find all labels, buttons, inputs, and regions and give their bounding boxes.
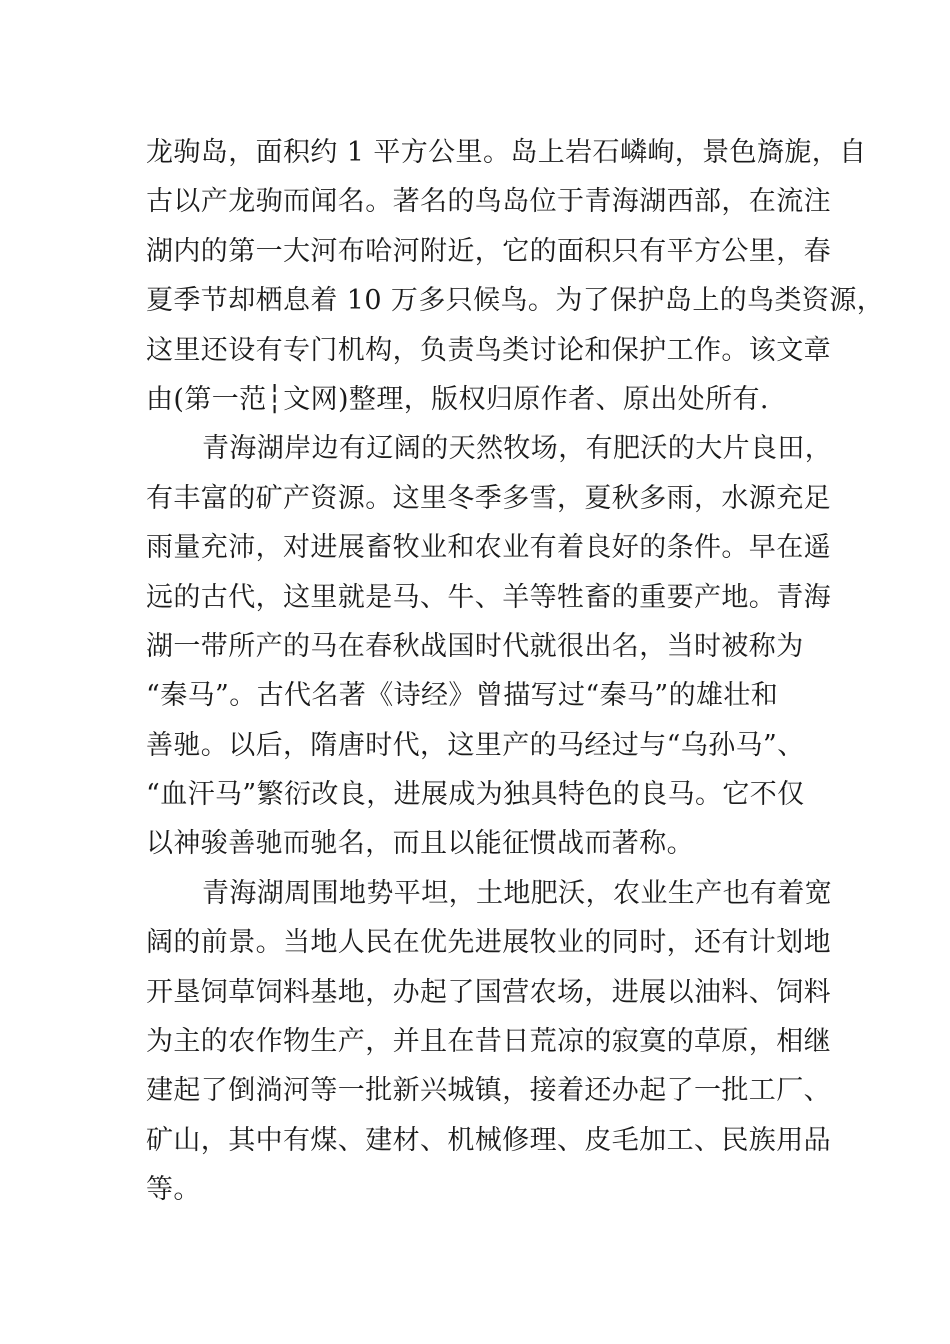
text-line: 由(第一范┆文网)整理，版权归原作者、原出处所有. [146,383,769,415]
body-text [146,128,885,1215]
text-line: 有丰富的矿产资源。这里冬季多雪，夏秋多雨，水源充足 [146,482,831,514]
text-line: 龙驹岛，面积约 1 平方公里。岛上岩石嶙峋，景色旖旎，自 [146,137,867,168]
text-line: “血汗马”繁衍改良，进展成为独具特色的良马。它不仅 [146,779,805,811]
text-line: 以神骏善驰而驰名，而且以能征惯战而著称。 [146,828,694,860]
text-line: 湖一带所产的马在春秋战国时代就很出名，当时被称为 [146,630,804,662]
text-line: 这里还设有专门机构，负责鸟类讨论和保护工作。该文章 [146,334,831,366]
text-line: 开垦饲草饲料基地，办起了国营农场，进展以油料、饲料 [146,976,831,1008]
text-line: 湖内的第一大河布哈河附近，它的面积只有平方公里，春 [146,235,831,267]
text-line: 夏季节却栖息着 10 万多只候鸟。为了保护岛上的鸟类资源， [146,285,885,317]
text-line: 等。 [146,1174,201,1206]
text-line: 建起了倒淌河等一批新兴城镇，接着还办起了一批工厂、 [146,1075,831,1107]
text-line: 远的古代，这里就是马、牛、羊等牲畜的重要产地。青海 [146,581,831,613]
text-line: 雨量充沛，对进展畜牧业和农业有着良好的条件。早在遥 [146,532,831,564]
paragraph-first-line: 青海湖周围地势平坦，土地肥沃，农业生产也有着宽 [202,877,833,909]
text-line: 古以产龙驹而闻名。著名的鸟岛位于青海湖西部，在流注 [146,186,831,218]
text-line: 善驰。以后，隋唐时代，这里产的马经过与“乌孙马”、 [146,729,805,761]
paragraph-first-line: 青海湖岸边有辽阔的天然牧场，有肥沃的大片良田， [202,433,833,465]
text-line: 阔的前景。当地人民在优先进展牧业的同时，还有计划地 [146,927,831,959]
text-line: 矿山，其中有煤、建材、机械修理、皮毛加工、民族用品 [146,1124,831,1156]
text-line: “秦马”。古代名著《诗经》曾描写过“秦马”的雄壮和 [146,680,779,712]
text-line: 为主的农作物生产，并且在昔日荒凉的寂寞的草原，相继 [146,1026,831,1058]
